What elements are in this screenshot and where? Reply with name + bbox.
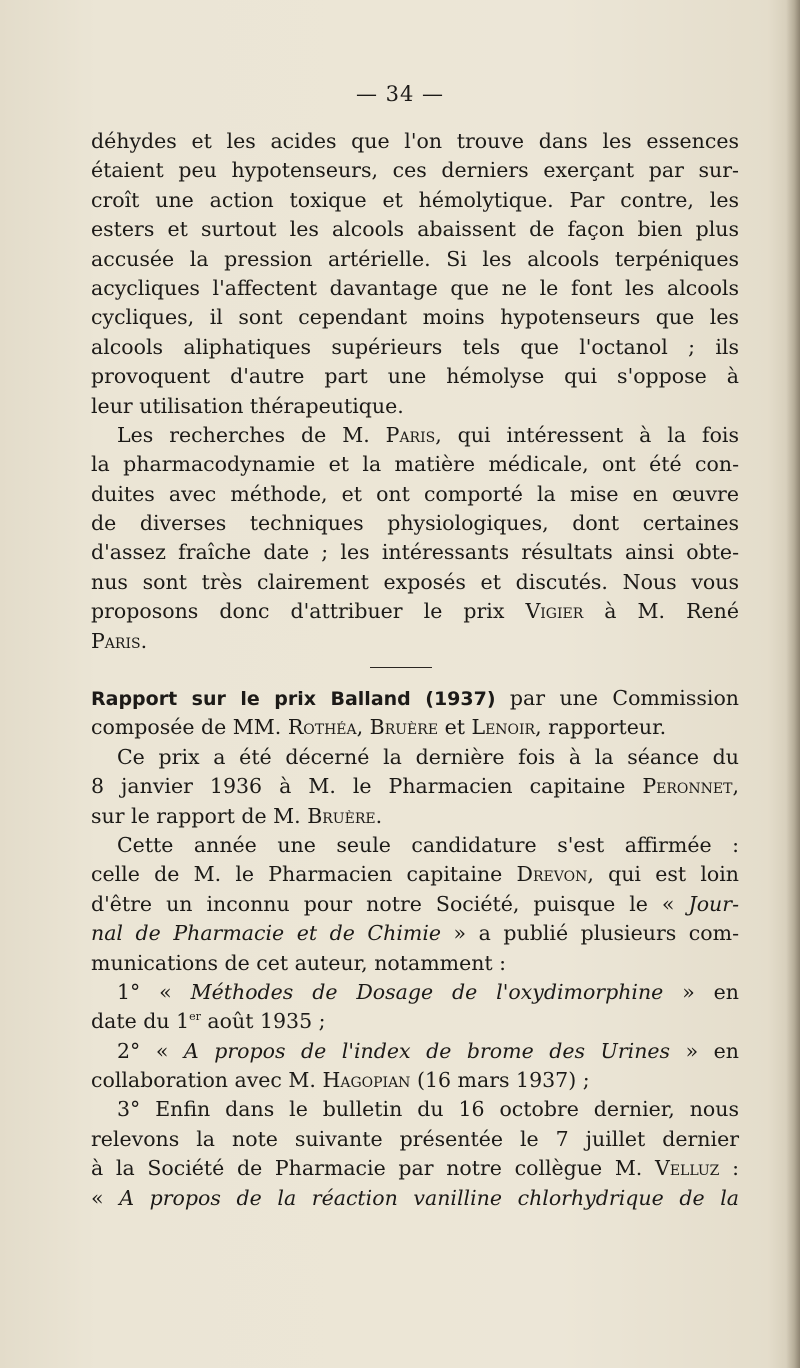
report-heading: Rapport sur le prix Balland (1937) <box>91 688 496 710</box>
journal-title: nal de Pharmacie et de Chimie <box>91 921 442 946</box>
text-line: munications de cet auteur, notamment : <box>91 950 507 975</box>
text-line: Cette année une seule candidature s'est affirmée : <box>117 832 739 857</box>
text-span: celle de M. le Pharmacien capitaine <box>91 862 517 887</box>
text-line: Ce prix a été décerné la dernière fois à la séance du <box>117 744 739 769</box>
text-span: 8 janvier 1936 à M. le Pharmacien capitaine <box>91 774 643 799</box>
text-line: relevons la note suivante présentée le 7 juillet dernier <box>91 1126 739 1151</box>
text-span: sur le rapport de M. <box>91 803 308 828</box>
author-name: Bruère <box>307 803 376 828</box>
text-span: d'être un inconnu pour notre Société, puisque le « <box>91 891 689 916</box>
text-span: à M. René <box>583 599 740 624</box>
text-span: » a publié plusieurs com- <box>441 921 739 946</box>
text-line <box>91 860 739 889</box>
author-name: Velluz <box>655 1156 720 1181</box>
text-line <box>91 890 739 919</box>
publication-title: Méthodes de Dosage de l'oxydimorphine <box>190 979 664 1004</box>
author-name: Lenoir <box>471 715 536 740</box>
text-span: » en <box>663 979 739 1004</box>
journal-title: Jour- <box>688 891 739 916</box>
author-name: Drevon <box>516 862 588 887</box>
text-span: , rapporteur. <box>535 715 667 740</box>
text-line: duites avec méthode, et ont comporté la mise en œuvre <box>91 481 739 506</box>
text-line: déhydes et les acides que l'on trouve dans les essences <box>91 129 739 153</box>
author-name: Hagopian <box>322 1068 411 1093</box>
text-line <box>91 597 739 626</box>
text-line <box>91 1007 739 1036</box>
text-span: , qui est loin <box>587 862 739 887</box>
text-line: leur utilisation thérapeutique. <box>91 393 404 418</box>
text-span: date du 1 <box>91 1009 190 1034</box>
text-line: la pharmacodynamie et la matière médicale, ont été con- <box>91 452 739 477</box>
section-divider <box>370 667 432 668</box>
text-span: . <box>375 803 383 828</box>
text-line: étaient peu hypotenseurs, ces derniers exerçant par sur- <box>91 158 739 183</box>
superscript: er <box>189 1010 201 1024</box>
text-line: d'assez fraîche date ; les intéressants résultats ainsi obte- <box>91 540 739 565</box>
author-name: Paris <box>91 628 141 653</box>
text-line: acycliques l'affectent davantage que ne le font les alcools <box>91 275 739 300</box>
text-line: esters et surtout les alcools abaissent de façon bien plus <box>91 217 739 242</box>
report-heading-line <box>91 684 739 713</box>
text-line: accusée la pression artérielle. Si les alcools terpéniques <box>91 246 739 271</box>
list-item: 3° Enfin dans le bulletin du 16 octobre dernier, nous <box>117 1097 739 1122</box>
text-span: , qui intéressent à la fois <box>435 422 739 447</box>
report-section <box>91 684 739 1213</box>
text-span: « <box>91 1185 120 1210</box>
text-line: alcools aliphatiques supérieurs tels que l'octanol ; ils <box>91 334 739 359</box>
text-line: croît une action toxique et hémolytique. Par contre, les <box>91 187 739 212</box>
text-line <box>91 421 739 450</box>
text-span: à la Société de Pharmacie par notre collègue M. <box>91 1156 656 1181</box>
text-span: collaboration avec M. <box>91 1068 323 1093</box>
page-number: — 34 — <box>355 82 445 106</box>
text-line: provoquent d'autre part une hémolyse qui s'oppose à <box>91 364 739 389</box>
text-span: et <box>438 715 472 740</box>
text-span: août 1935 ; <box>200 1009 326 1034</box>
text-span: . <box>140 628 148 653</box>
list-item <box>91 1037 739 1066</box>
text-line <box>91 627 739 656</box>
author-name: Paris <box>385 422 436 447</box>
text-line <box>91 919 739 948</box>
text-span: composée de MM. <box>91 715 288 740</box>
text-span: 2° « <box>117 1038 184 1063</box>
text-line <box>91 1184 739 1213</box>
text-span: , <box>356 715 370 740</box>
text-line: de diverses techniques physiologiques, dont certaines <box>91 511 739 536</box>
text-span: : <box>719 1156 739 1181</box>
page-edge-shadow <box>786 0 800 1368</box>
text-line: nus sont très clairement exposés et discutés. Nous vous <box>91 569 739 594</box>
text-span: 1° « <box>117 979 191 1004</box>
text-line <box>91 1154 739 1183</box>
text-span: par une Commission <box>495 686 739 710</box>
text-span: » en <box>670 1038 740 1063</box>
text-line <box>91 713 739 742</box>
text-line: cycliques, il sont cependant moins hypotenseurs que les <box>91 305 739 330</box>
author-name: Peronnet <box>642 774 733 799</box>
author-name: Rothéa <box>287 715 357 740</box>
author-name: Bruère <box>369 715 439 740</box>
prize-name: Vigier <box>525 599 584 624</box>
list-item <box>91 978 739 1007</box>
text-span: , <box>732 774 739 799</box>
publication-title: A propos de l'index de brome des Urines <box>183 1038 671 1063</box>
text-span: proposons donc d'attribuer le prix <box>91 599 526 624</box>
publication-title: A propos de la réaction vanilline chlorhydrique de la <box>119 1185 739 1210</box>
text-line <box>91 772 739 801</box>
text-line <box>91 1066 739 1095</box>
text-span: (16 mars 1937) ; <box>410 1068 590 1093</box>
text-line <box>91 802 739 831</box>
paragraph-continuation <box>91 127 739 656</box>
text-span: Les recherches de M. <box>117 422 386 447</box>
